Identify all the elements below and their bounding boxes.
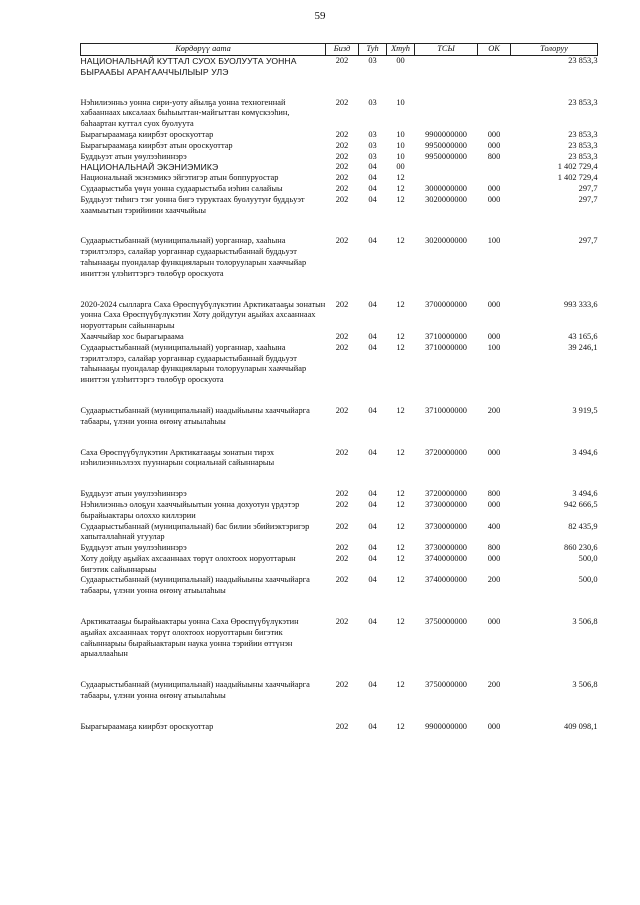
- cell-sum: 3 919,5: [572, 405, 598, 415]
- cell-rz: 04: [368, 194, 377, 204]
- cell-ved: 202: [335, 617, 349, 627]
- cell-pr: 12: [396, 194, 405, 204]
- table-row: [81, 543, 598, 554]
- cell-name: Бырагыраамаҕа киирбэт атын ороскуоттар: [80, 140, 233, 150]
- cell-csr: [415, 98, 478, 130]
- cell-name: Национальнай экэнэмикэ эйгэтигэр атын боппуруостар: [80, 173, 279, 183]
- table-row: [81, 617, 598, 680]
- cell-name: Судаарыстыбаннай (муниципальнай) бас билии эбийиэктэригэр хапыталлаhнай угуулар: [80, 521, 310, 542]
- table-row: [81, 236, 598, 299]
- cell-name: Буддьуэт атын уѳулээhиннэрэ: [80, 543, 187, 553]
- cell-sum: 297,7: [578, 236, 598, 246]
- cell-vr: [478, 98, 511, 130]
- cell-rz: 04: [368, 183, 377, 193]
- cell-csr: 3000000000: [425, 183, 467, 193]
- cell-vr: 000: [487, 447, 501, 457]
- cell-name: Судаарыстыбаннай (муниципальнай) наадыйыыны хааччыйарга табаары, үлэни уонна өҥөнү атыылаhыы: [80, 405, 310, 426]
- cell-csr: 3730000000: [425, 499, 467, 509]
- cell-ved: 202: [335, 553, 349, 563]
- cell-vr: 000: [487, 140, 501, 150]
- cell-vr: 000: [487, 553, 501, 563]
- cell-pr: 12: [396, 575, 405, 585]
- cell-name: Буддьуэт тиһигэ тэҥ уонна бигэ туруктаах буолуутуҥ буддьуэт хаамыытын тэрийиини хааччыйыы: [80, 194, 305, 215]
- cell-ved: 202: [335, 140, 349, 150]
- cell-pr: 10: [396, 129, 405, 139]
- cell-ved: 202: [335, 183, 349, 193]
- cell-csr: 3720000000: [425, 447, 467, 457]
- cell-pr: 12: [396, 236, 405, 246]
- table-row: [81, 300, 598, 332]
- cell-pr: 12: [396, 447, 405, 457]
- cell-name: Судаарыстыбаннай (муниципальнай) уорганнар, хааhына тэрилтэлэрэ, салайар уорганнар судаарыстыбаннай буддьуэт таhынааҕы пуондалар функцияларын толорууларын хааччыйар иниттэн үлэhиттэргэ төлөбүр ороскуота: [80, 236, 307, 278]
- cell-pr: 00: [396, 56, 405, 65]
- cell-pr: 10: [396, 97, 405, 107]
- table-row: [81, 406, 598, 448]
- cell-pr: 12: [396, 499, 405, 509]
- cell-csr: 3020000000: [425, 236, 467, 246]
- table-row: [81, 522, 598, 544]
- cell-csr: 9900000000: [425, 721, 467, 731]
- cell-csr: 9950000000: [425, 151, 467, 161]
- cell-csr: 3720000000: [425, 489, 467, 499]
- cell-ved: 202: [335, 721, 349, 731]
- cell-ved: 202: [335, 129, 349, 139]
- cell-rz: 04: [368, 575, 377, 585]
- header-row: [81, 44, 598, 56]
- cell-rz: 04: [368, 617, 377, 627]
- cell-sum: 500,0: [578, 575, 598, 585]
- cell-sum: 860 230,6: [564, 543, 598, 553]
- table-row: [81, 554, 598, 576]
- header-pr: Хтуh: [387, 44, 415, 56]
- budget-table: [80, 43, 598, 733]
- cell-ved: 202: [335, 543, 349, 553]
- cell-rz: 03: [368, 151, 377, 161]
- cell-pr: 00: [396, 162, 405, 172]
- cell-sum: 297,7: [578, 183, 598, 193]
- cell-rz: 04: [368, 342, 377, 352]
- cell-pr: 12: [396, 617, 405, 627]
- table-row: [81, 195, 598, 237]
- cell-vr: 000: [487, 331, 501, 341]
- cell-sum: 3 494,6: [572, 489, 598, 499]
- cell-sum: 23 853,3: [568, 129, 598, 139]
- cell-csr: 3020000000: [425, 194, 467, 204]
- cell-pr: 10: [396, 151, 405, 161]
- cell-ved: 202: [335, 447, 349, 457]
- cell-sum: 500,0: [578, 553, 598, 563]
- cell-pr: 12: [396, 543, 405, 553]
- cell-name: Нэhилиэнньэ уонна сири-уоту айылҕа уонна техногеннай хабааннаах ыксалаах быһыыттан-майгыттан көмүскээһин, баһаартан куттал суох буолуута: [80, 97, 290, 129]
- cell-ved: 202: [335, 342, 349, 352]
- cell-ved: 202: [335, 680, 349, 690]
- cell-sum: 3 494,6: [572, 447, 598, 457]
- cell-csr: 3740000000: [425, 575, 467, 585]
- cell-rz: 03: [368, 129, 377, 139]
- cell-sum: 409 098,1: [564, 721, 598, 731]
- cell-name: Хааччыйар хос бырагыраама: [80, 331, 184, 341]
- cell-pr: 12: [396, 405, 405, 415]
- cell-vr: 000: [487, 129, 501, 139]
- cell-sum: 43 165,6: [568, 331, 598, 341]
- cell-ved: 202: [335, 162, 349, 172]
- cell-sum: 297,7: [578, 194, 598, 204]
- cell-csr: 3750000000: [425, 680, 467, 690]
- table-row: [81, 680, 598, 722]
- cell-csr: 3730000000: [425, 521, 467, 531]
- cell-rz: 04: [368, 405, 377, 415]
- cell-pr: 10: [396, 140, 405, 150]
- cell-rz: 04: [368, 553, 377, 563]
- cell-rz: 04: [368, 521, 377, 531]
- table-row: [81, 332, 598, 343]
- cell-pr: 12: [396, 489, 405, 499]
- cell-ved: 202: [335, 575, 349, 585]
- cell-sum: 23 853,3: [568, 56, 598, 65]
- cell-vr: 200: [487, 680, 501, 690]
- cell-ved: 202: [335, 405, 349, 415]
- cell-vr: 100: [487, 236, 501, 246]
- cell-csr: 3700000000: [425, 299, 467, 309]
- cell-csr: 9950000000: [425, 140, 467, 150]
- cell-rz: 04: [368, 489, 377, 499]
- table-row: [81, 575, 598, 617]
- table-row: [81, 141, 598, 152]
- table-row: [81, 173, 598, 184]
- table-body: [81, 56, 598, 733]
- table-row: [81, 184, 598, 195]
- cell-sum: 1 402 729,4: [557, 162, 598, 172]
- cell-vr: [478, 162, 511, 173]
- cell-pr: 12: [396, 183, 405, 193]
- table-row: [81, 152, 598, 163]
- cell-rz: 04: [368, 499, 377, 509]
- cell-rz: 04: [368, 236, 377, 246]
- table-row: [81, 722, 598, 733]
- cell-ved: 202: [335, 499, 349, 509]
- cell-sum: 993 333,6: [564, 299, 598, 309]
- cell-pr: 12: [396, 521, 405, 531]
- cell-name: НАЦИОНАЛЬНАЙ ЭКЭНИЭМИКЭ: [80, 162, 219, 173]
- table-row: [81, 98, 598, 130]
- cell-ved: 202: [335, 521, 349, 531]
- cell-rz: 04: [368, 447, 377, 457]
- table-row: [81, 56, 598, 98]
- cell-name: НАЦИОНАЛЬНАЙ КУТТАЛ СУОХ БУОЛУУТА УОННА БЫРААБЫ АРАҤААЧЧЫЛЫЫР УЛЭ: [80, 56, 297, 77]
- cell-rz: 04: [368, 173, 377, 183]
- cell-rz: 03: [368, 56, 377, 65]
- table-header: [81, 44, 598, 56]
- cell-rz: 04: [368, 299, 377, 309]
- cell-sum: 3 506,8: [572, 617, 598, 627]
- cell-csr: 3750000000: [425, 617, 467, 627]
- cell-name: Судаарыстыба үѳүн уонна судаарыстыба иэһин салайыы: [80, 183, 283, 193]
- cell-ved: 202: [335, 299, 349, 309]
- cell-sum: 23 853,3: [568, 140, 598, 150]
- cell-pr: 12: [396, 553, 405, 563]
- cell-csr: 3710000000: [425, 342, 467, 352]
- cell-vr: [478, 56, 511, 98]
- cell-vr: 000: [487, 183, 501, 193]
- header-name: Көрдөрүү аата: [81, 44, 326, 56]
- cell-sum: 23 853,3: [568, 97, 598, 107]
- page-number: 59: [314, 10, 326, 22]
- table-row: [81, 500, 598, 522]
- table-row: [81, 130, 598, 141]
- cell-csr: 3710000000: [425, 331, 467, 341]
- cell-sum: 82 435,9: [568, 521, 598, 531]
- cell-vr: 200: [487, 575, 501, 585]
- table-row: [81, 343, 598, 406]
- cell-ved: 202: [335, 151, 349, 161]
- cell-rz: 03: [368, 140, 377, 150]
- cell-csr: 3710000000: [425, 405, 467, 415]
- header-vr: ОК: [478, 44, 511, 56]
- cell-vr: 000: [487, 299, 501, 309]
- table-row: [81, 448, 598, 490]
- cell-rz: 04: [368, 543, 377, 553]
- header-rz: Туh: [359, 44, 387, 56]
- cell-name: Нэhилиэнньэ олоҕун хааччыйыытын уонна дохуотун үрдэтэр бырайыактары олоххо киллэрии: [80, 499, 300, 520]
- cell-vr: 400: [487, 521, 501, 531]
- cell-name: Судаарыстыбаннай (муниципальнай) наадыйыыны хааччыйарга табаары, үлэни уонна өҥөнү атыылаhыы: [80, 680, 310, 701]
- cell-sum: 23 853,3: [568, 151, 598, 161]
- cell-vr: 100: [487, 342, 501, 352]
- cell-vr: 000: [487, 721, 501, 731]
- cell-name: Судаарыстыбаннай (муниципальнай) уорганнар, хааhына тэрилтэлэрэ, салайар уорганнар судаарыстыбаннай буддьуэт таhынааҕы пуондалар функцияларын толорууларын хааччыйар иниттэн үлэhиттэргэ төлөбүр ороскуота: [80, 342, 307, 385]
- cell-rz: 04: [368, 721, 377, 731]
- cell-ved: 202: [335, 236, 349, 246]
- table-row: [81, 162, 598, 173]
- cell-name: Буддьуэт атын уѳулээhиннэрэ: [80, 151, 187, 161]
- cell-vr: 000: [487, 194, 501, 204]
- cell-name: Буддьуэт атын уѳулээhиннэрэ: [80, 489, 187, 499]
- cell-name: Бырагыраамаҕа киирбэт ороскуоттар: [80, 721, 214, 731]
- cell-name: Саха Өрөспүүбүлүкэтин Арктикатааҕы зонатын тирэх нэһилиэнньэлээх пууннарын социальнай сайыннарыы: [80, 447, 275, 468]
- cell-csr: 9900000000: [425, 129, 467, 139]
- cell-csr: [415, 162, 478, 173]
- cell-sum: 942 666,5: [564, 499, 598, 509]
- cell-vr: 200: [487, 405, 501, 415]
- cell-pr: 12: [396, 173, 405, 183]
- cell-vr: [478, 173, 511, 184]
- cell-vr: 000: [487, 499, 501, 509]
- table-row: [81, 489, 598, 500]
- cell-name: 2020-2024 сылларга Саха Өрөспүүбүлүкэтин Арктикатааҕы зонатын уонна Саха Өрөспүүбүлүкэтин Хоту дойдутун аҕыйах ахсааннаах норуоттарын сайыннарыы: [80, 299, 326, 331]
- cell-ved: 202: [335, 331, 349, 341]
- cell-csr: 3740000000: [425, 553, 467, 563]
- cell-ved: 202: [335, 173, 349, 183]
- cell-vr: 800: [487, 489, 501, 499]
- cell-name: Бырагыраамаҕа киирбэт ороскуоттар: [80, 129, 214, 139]
- cell-sum: 1 402 729,4: [557, 173, 598, 183]
- cell-pr: 12: [396, 342, 405, 352]
- cell-pr: 12: [396, 721, 405, 731]
- cell-rz: 04: [368, 331, 377, 341]
- cell-ved: 202: [335, 194, 349, 204]
- cell-rz: 04: [368, 162, 377, 172]
- cell-ved: 202: [335, 489, 349, 499]
- cell-sum: 39 246,1: [568, 342, 598, 352]
- header-sum: Толоруу: [511, 44, 598, 56]
- cell-sum: 3 506,8: [572, 680, 598, 690]
- cell-csr: 3730000000: [425, 543, 467, 553]
- header-ved: Бизд: [326, 44, 359, 56]
- cell-name: Арктикатааҕы бырайыактары уонна Саха Өрөспүүбүлүкэтин аҕыйах ахсааннаах төрүт олохтоох норуоттарын бигэтик сайыннарыы бырайыактарын наука уонна тэрийии өттүнэн арыаллааhын: [80, 617, 299, 659]
- cell-name: Хоту дойду аҕыйах ахсааннаах төрүт олохтоох норуоттарын бигэтик сайыннарыы: [80, 553, 296, 574]
- cell-csr: [415, 56, 478, 98]
- header-csr: ТСЫ: [415, 44, 478, 56]
- cell-csr: [415, 173, 478, 184]
- cell-vr: 000: [487, 617, 501, 627]
- cell-ved: 202: [335, 97, 349, 107]
- cell-pr: 12: [396, 331, 405, 341]
- cell-name: Судаарыстыбаннай (муниципальнай) наадыйыыны хааччыйарга табаары, үлэни уонна өҥөнү атыылаhыы: [80, 575, 310, 596]
- cell-vr: 800: [487, 151, 501, 161]
- cell-rz: 04: [368, 680, 377, 690]
- cell-pr: 12: [396, 680, 405, 690]
- cell-ved: 202: [335, 56, 349, 65]
- cell-pr: 12: [396, 299, 405, 309]
- cell-vr: 800: [487, 543, 501, 553]
- cell-rz: 03: [368, 97, 377, 107]
